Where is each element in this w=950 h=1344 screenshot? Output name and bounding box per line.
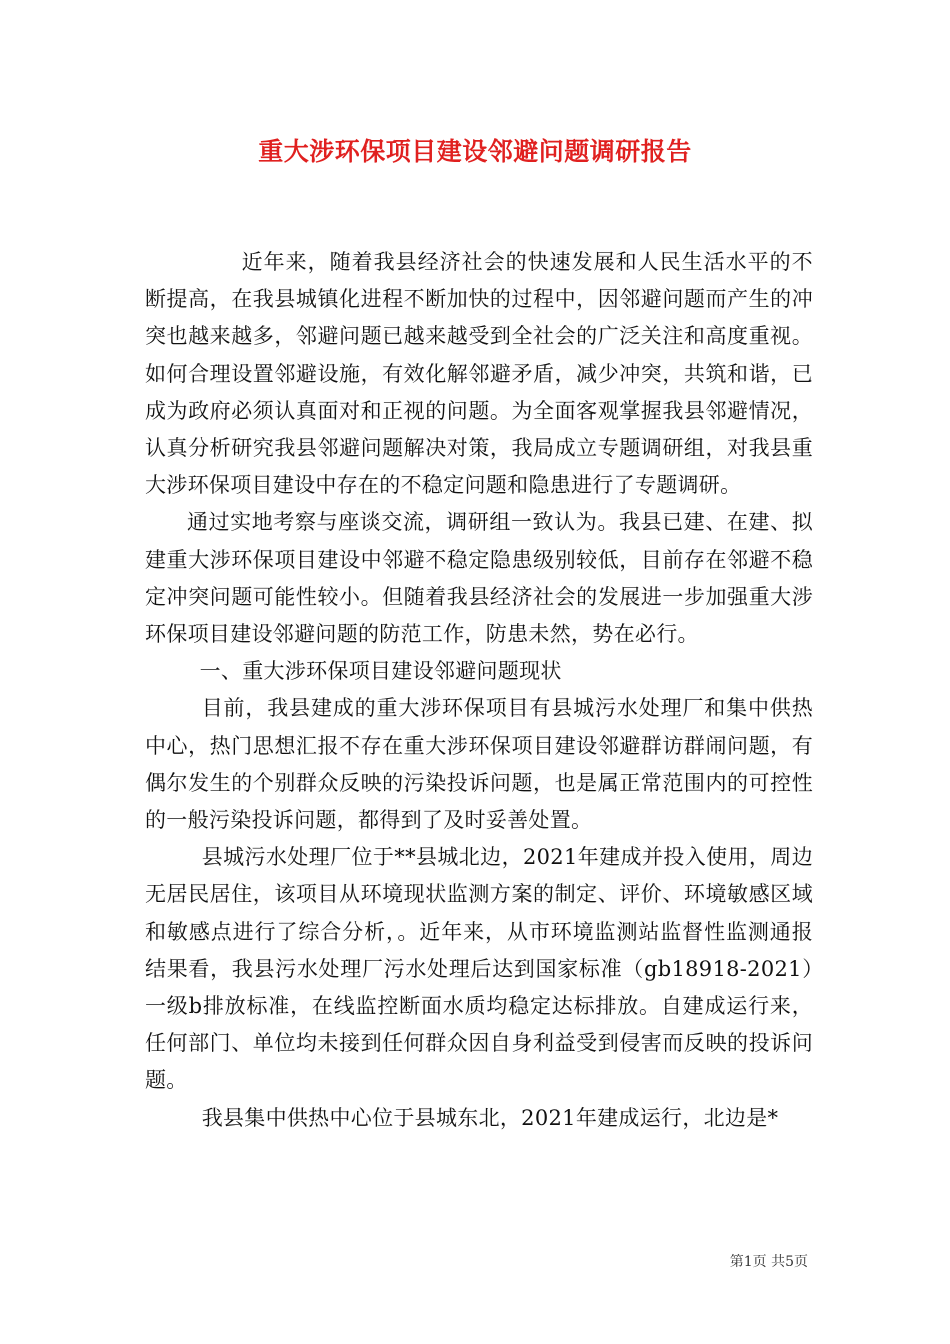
section-heading: 一、重大涉环保项目建设邻避问题现状	[199, 659, 562, 684]
paragraph-heating-center: 我县集中供热中心位于县城东北，2021年建成运行，北边是*	[201, 1105, 779, 1130]
document-body	[145, 244, 813, 1137]
paragraph-status: 目前，我县建成的重大涉环保项目有县城污水处理厂和集中供热中心，热门思想汇报不存在重大涉环保项目建设邻避群访群闹问题，有偶尔发生的个别群众反映的污染投诉问题，也是属正常范围内的可控性的一般污染投诉问题，都得到了及时妥善处置。	[145, 696, 813, 833]
paragraph-intro: 近年来，随着我县经济社会的快速发展和人民生活水平的不断提高，在我县城镇化进程不断加快的过程中，因邻避问题而产生的冲突也越来越多，邻避问题已越来越受到全社会的广泛关注和高度重视。如何合理设置邻避设施，有效化解邻避矛盾，减少冲突，共筑和谐，已成为政府必须认真面对和正视的问题。为全面客观掌握我县邻避情况，认真分析研究我县邻避问题解决对策，我局成立专题调研组，对我县重大涉环保项目建设中存在的不稳定问题和隐患进行了专题调研。	[145, 250, 813, 498]
paragraph-findings: 通过实地考察与座谈交流，调研组一致认为。我县已建、在建、拟建重大涉环保项目建设中邻避不稳定隐患级别较低，目前存在邻避不稳定冲突问题可能性较小。但随着我县经济社会的发展进一步加强重大涉环保项目建设邻避问题的防范工作，防患未然，势在必行。	[145, 510, 813, 647]
page-number: 第1页 共5页	[729, 1254, 808, 1270]
paragraph-sewage-plant: 县城污水处理厂位于**县城北边，2021年建成并投入使用，周边无居民居住，该项目从环境现状监测方案的制定、评价、环境敏感区域和敏感点进行了综合分析，。近年来，从市环境监测站监督性监测通报结果看，我县污水处理厂污水处理后达到国家标准（gb18918-2021）一级b排放标准，在线监控断面水质均稳定达标排放。自建成运行来，任何部门、单位均未接到任何群众因自身利益受到侵害而反映的投诉问题。	[145, 845, 813, 1093]
document-title: 重大涉环保项目建设邻避问题调研报告	[258, 137, 692, 166]
